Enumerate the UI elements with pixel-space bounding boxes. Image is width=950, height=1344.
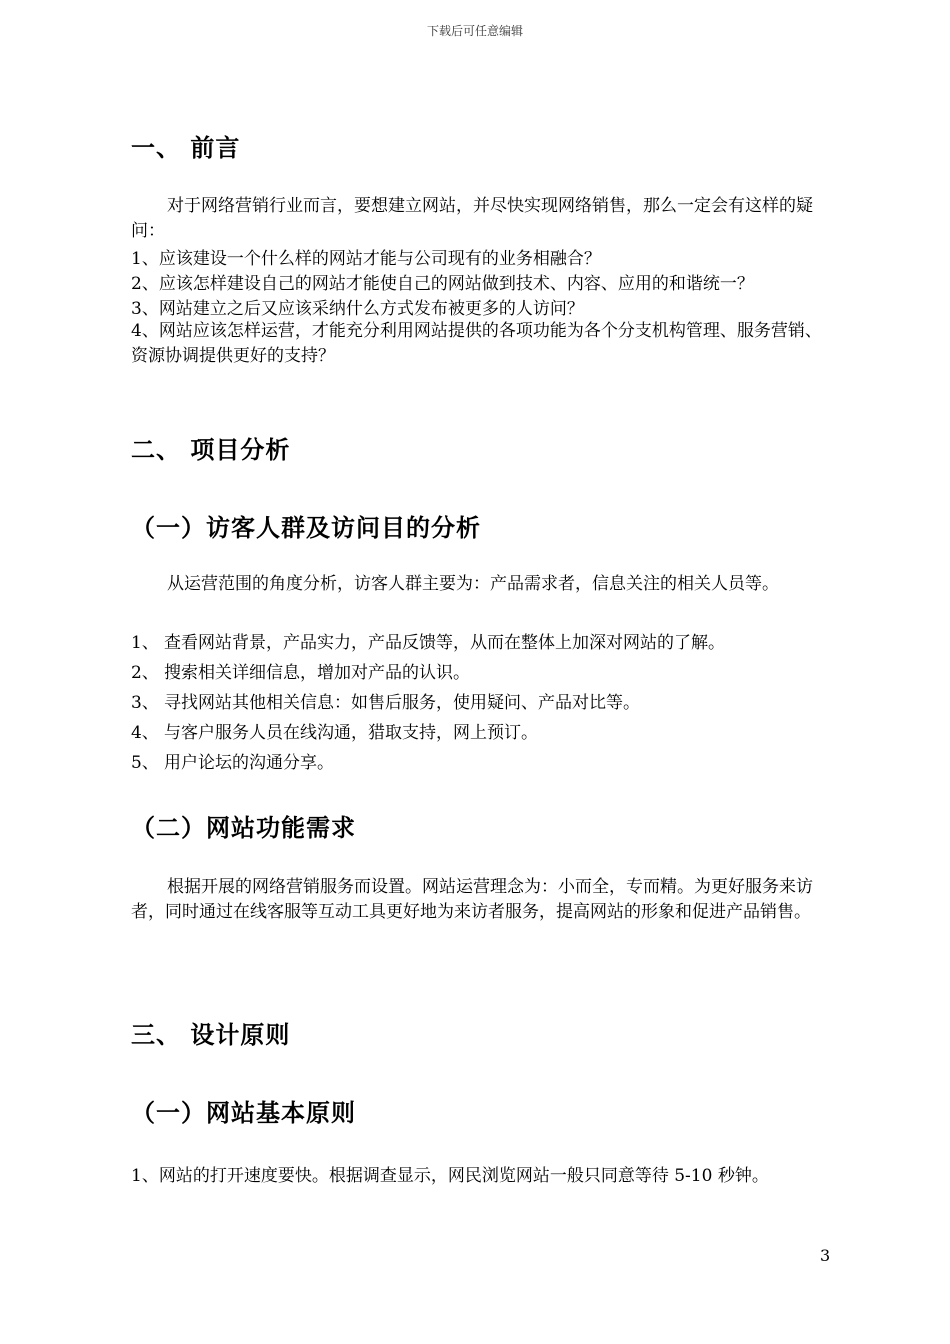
question-1: 1、应该建设一个什么样的网站才能与公司现有的业务相融合？ (131, 249, 601, 269)
list-item (131, 688, 640, 713)
page-header: 下载后可任意编辑 (426, 24, 523, 38)
question-4: 4、网站应该怎样运营，才能充分利用网站提供的各项功能为各个分支机构管理、服务营销、资源协调提供更好的支持？ (131, 321, 822, 366)
list-item (131, 658, 470, 683)
list-item-number: 4、 (131, 723, 159, 743)
subsection-2-2-body: 根据开展的网络营销服务而设置。网站运营理念为：小而全，专而精。为更好服务来访者，同时通过在线客服等互动工具更好地为来访者服务，提高网站的形象和促进产品销售。 (131, 877, 813, 922)
list-item-text: 用户论坛的沟通分享。 (164, 753, 334, 773)
list-item-number: 1、 (131, 633, 159, 653)
list-item-number: 2、 (131, 663, 159, 683)
section-1-heading: 一、 前言 (131, 134, 241, 162)
list-item (131, 718, 538, 743)
list-item-text: 寻找网站其他相关信息：如售后服务，使用疑问、产品对比等。 (164, 693, 640, 713)
question-3: 3、网站建立之后又应该采纳什么方式发布被更多的人访问？ (131, 299, 584, 319)
list-item-number: 3、 (131, 693, 159, 713)
subsection-3-1-heading: （一）网站基本原则 (131, 1099, 356, 1127)
section-3-heading: 三、 设计原则 (131, 1021, 291, 1049)
page-number: 3 (820, 1246, 831, 1265)
list-item-text: 与客户服务人员在线沟通，猎取支持，网上预订。 (164, 723, 538, 743)
list-item-text: 查看网站背景，产品实力，产品反馈等，从而在整体上加深对网站的了解。 (164, 633, 725, 653)
subsection-2-2-heading: （二）网站功能需求 (131, 814, 356, 842)
list-item (131, 628, 725, 653)
list-item-number: 5、 (131, 753, 159, 773)
question-2: 2、应该怎样建设自己的网站才能使自己的网站做到技术、内容、应用的和谐统一？ (131, 274, 754, 294)
list-item (131, 748, 334, 773)
principle-1: 1、网站的打开速度要快。根据调查显示，网民浏览网站一般只同意等待 5-10 秒钟。 (131, 1166, 769, 1186)
section-1-intro: 对于网络营销行业而言，要想建立网站，并尽快实现网络销售，那么一定会有这样的疑问： (131, 196, 813, 241)
section-2-heading: 二、 项目分析 (131, 436, 291, 464)
subsection-2-1-heading: （一）访客人群及访问目的分析 (131, 514, 481, 542)
list-item-text: 搜索相关详细信息，增加对产品的认识。 (164, 663, 470, 683)
subsection-2-1-intro: 从运营范围的角度分析，访客人群主要为：产品需求者，信息关注的相关人员等。 (167, 574, 779, 594)
